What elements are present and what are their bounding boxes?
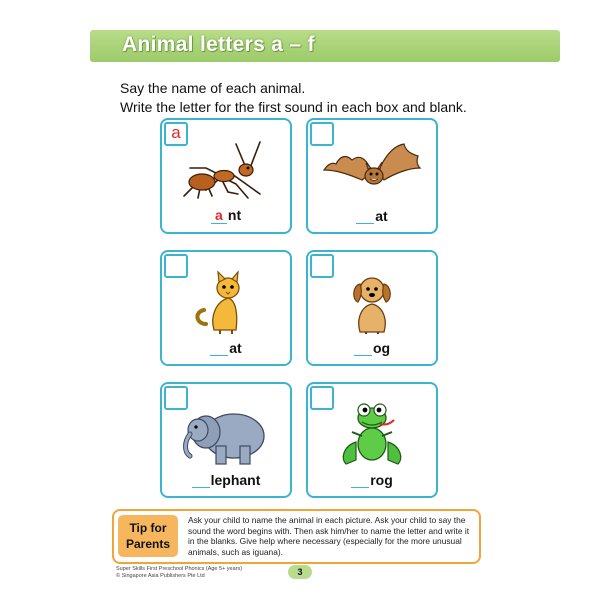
- ant-icon: [176, 138, 276, 204]
- word-cat: [162, 340, 290, 356]
- tip-label-line-2: Parents: [125, 537, 171, 551]
- instruction-line-1: Say the name of each animal.: [120, 80, 306, 96]
- bat-icon: [322, 138, 422, 204]
- tip-for-parents-box: [112, 509, 481, 564]
- animal-card-bat: [306, 118, 438, 234]
- first-letter-blank[interactable]: [210, 341, 228, 356]
- word-frog: [308, 472, 436, 488]
- animal-card-frog: [306, 382, 438, 498]
- word-rest: og: [372, 340, 391, 356]
- word-rest: at: [375, 208, 388, 224]
- tip-label-line-1: Tip for: [129, 521, 167, 535]
- dog-icon: [322, 270, 422, 336]
- word-bat: [308, 208, 436, 224]
- word-elephant: [162, 472, 290, 488]
- animal-card-cat: [160, 250, 292, 366]
- first-letter-blank[interactable]: a: [211, 207, 227, 224]
- footer-book-title: Super Skills First Preschool Phonics (Age 5+ years): [116, 566, 243, 572]
- word-rest: at: [229, 340, 242, 356]
- animal-card-ant: [160, 118, 292, 234]
- page-number: 3: [288, 565, 312, 579]
- tip-label: [118, 515, 178, 557]
- animal-card-elephant: [160, 382, 292, 498]
- elephant-icon: [176, 402, 276, 468]
- word-rest: lephant: [210, 472, 261, 488]
- first-letter-blank[interactable]: [354, 341, 372, 356]
- first-letter-blank[interactable]: [192, 473, 210, 488]
- word-dog: [308, 340, 436, 356]
- word-rest: nt: [227, 207, 242, 223]
- first-letter-blank[interactable]: [356, 209, 374, 224]
- letter-box-value: a: [171, 123, 181, 142]
- page-title: Animal letters a – f: [122, 33, 315, 56]
- tip-text: Ask your child to name the animal in each picture. Ask your child to say the sound the word begins with. Then ask him/her to name the letter and write it in the blanks. Give help where necessary (especially for the more unusual animals, such as iguana).: [188, 515, 470, 557]
- title-bar: [90, 30, 560, 62]
- word-rest: rog: [370, 472, 393, 488]
- cat-icon: [176, 270, 276, 336]
- footer-copyright: © Singapore Asia Publishers Pte Ltd: [116, 573, 205, 579]
- first-letter-blank[interactable]: [351, 473, 369, 488]
- word-ant: [162, 207, 290, 224]
- animal-card-dog: [306, 250, 438, 366]
- instruction-line-2: Write the letter for the first sound in each box and blank.: [120, 99, 467, 115]
- frog-icon: [322, 402, 422, 468]
